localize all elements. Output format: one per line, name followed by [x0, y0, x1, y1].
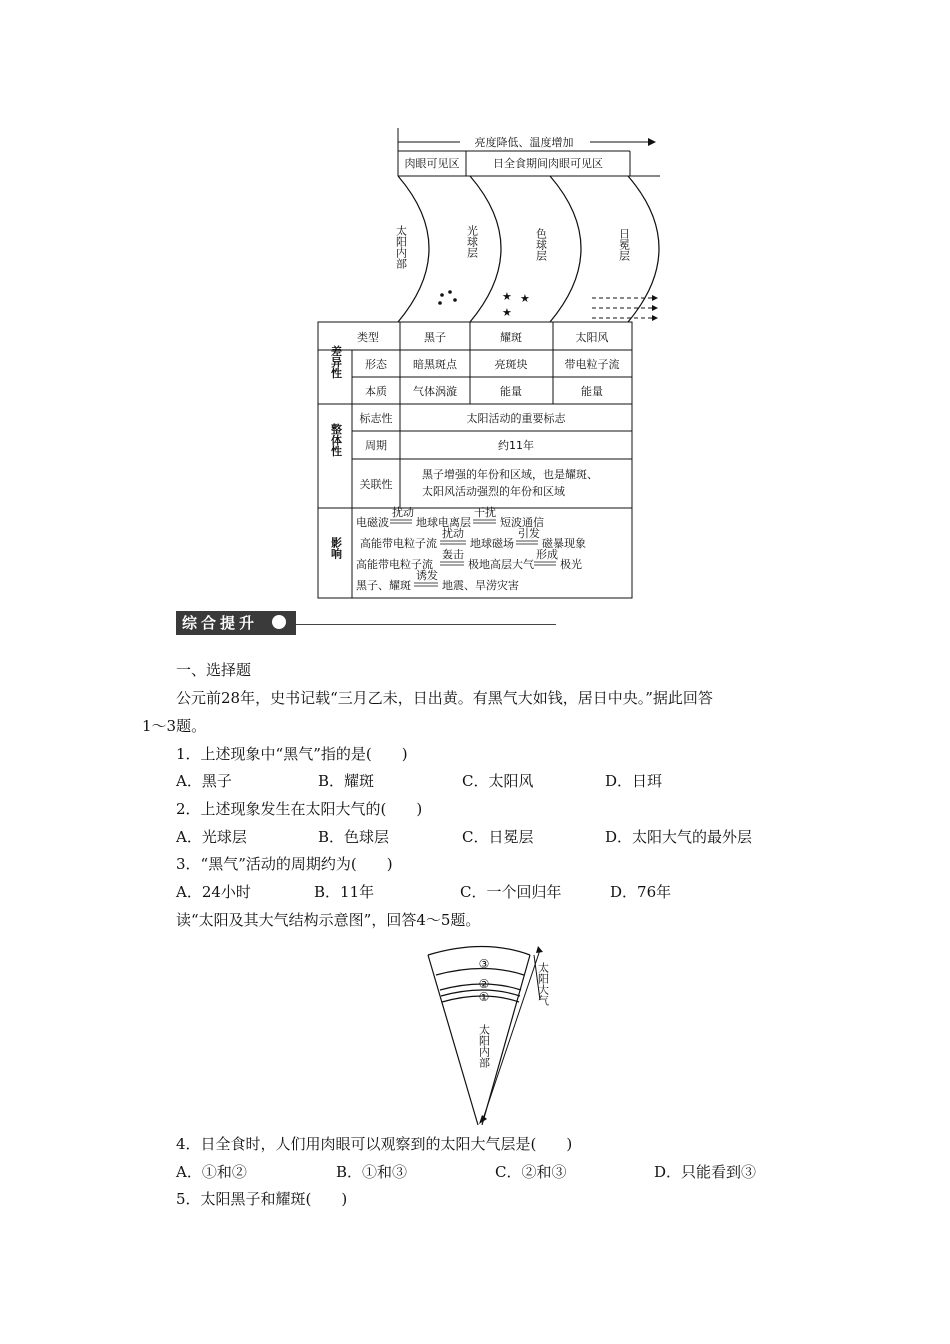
q3-option-a[interactable]: A．24小时	[176, 883, 251, 901]
q4-option-b[interactable]: B．①和③	[336, 1163, 408, 1181]
intro-line-2: 1～3题。	[142, 717, 207, 735]
row-form-flare: 亮斑块	[494, 358, 528, 371]
sun-layer-2: ②	[478, 977, 490, 991]
row-sign-value: 太阳活动的重要标志	[466, 412, 566, 425]
effect-3-verb2: 形成	[536, 548, 558, 561]
group-effect-label: 影响	[329, 537, 343, 559]
layer-label-chromosphere: 色球层	[534, 228, 548, 261]
group-whole-label: 整体性	[329, 423, 343, 457]
sun-atmosphere-label: 太阳大气	[536, 962, 550, 1006]
read-instruction: 读“太阳及其大气结构示意图”，回答4～5题。	[176, 911, 481, 929]
q2-option-b[interactable]: B．色球层	[318, 828, 390, 846]
svg-text:★: ★	[502, 306, 512, 319]
q3-option-c[interactable]: C．一个回归年	[460, 883, 562, 901]
row-period-value: 约11年	[498, 439, 534, 452]
table-header-flare: 耀斑	[500, 331, 522, 344]
row-sign-label: 标志性	[359, 412, 393, 425]
q4-stem: 4．日全食时，人们用肉眼可以观察到的太阳大气层是( )	[176, 1135, 573, 1153]
effect-3-source: 高能带电粒子流	[356, 558, 433, 571]
table-header-solar-wind: 太阳风	[575, 331, 609, 344]
q5-stem: 5．太阳黑子和耀斑( )	[176, 1190, 348, 1208]
part-title: 一、选择题	[176, 661, 252, 679]
row-form-sunspot: 暗黑斑点	[413, 358, 457, 371]
layer-label-interior: 太阳内部	[394, 225, 408, 269]
row-nature-wind: 能量	[581, 385, 603, 398]
effect-2-result: 磁暴现象	[542, 537, 586, 550]
row-nature-flare: 能量	[500, 385, 522, 398]
sun-layer-1: ①	[478, 990, 490, 1004]
row-form-wind: 带电粒子流	[564, 358, 620, 371]
row-nature-label: 本质	[365, 385, 387, 398]
layer-label-photosphere: 光球层	[465, 225, 479, 258]
effect-1-verb2: 干扰	[474, 506, 496, 519]
effect-3-target: 极地高层大气	[468, 558, 534, 571]
row-link-line2: 太阳风活动强烈的年份和区域	[422, 485, 565, 498]
effect-2-target: 地球磁场	[470, 537, 514, 550]
q1-stem: 1．上述现象中“黑气”指的是( )	[176, 745, 408, 763]
q1-option-c[interactable]: C．太阳风	[462, 772, 534, 790]
q1-option-a[interactable]: A．黑子	[176, 772, 232, 790]
q2-stem: 2．上述现象发生在太阳大气的( )	[176, 800, 423, 818]
effect-2-verb2: 引发	[518, 527, 540, 540]
effect-4-verb1: 诱发	[416, 569, 438, 582]
q4-option-c[interactable]: C．②和③	[495, 1163, 567, 1181]
q2-option-d[interactable]: D．太阳大气的最外层	[605, 828, 753, 846]
row-nature-sunspot: 气体涡漩	[413, 385, 457, 398]
effect-1-source: 电磁波	[356, 516, 389, 529]
row-link-label: 关联性	[359, 478, 393, 491]
svg-text:★: ★	[520, 292, 530, 305]
effect-2-verb1: 扰动	[442, 527, 464, 540]
effect-1-verb1: 扰动	[392, 506, 414, 519]
effect-1-target: 地球电离层	[416, 516, 471, 529]
q4-option-a[interactable]: A．①和②	[176, 1163, 247, 1181]
q3-option-b[interactable]: B．11年	[314, 883, 375, 901]
section-title: 综合提升	[182, 614, 259, 632]
q4-option-d[interactable]: D．只能看到③	[654, 1163, 757, 1181]
q2-option-c[interactable]: C．日冕层	[462, 828, 534, 846]
group-diff-label: 差异性	[329, 345, 343, 379]
brightness-arrow-label: 亮度降低、温度增加	[474, 136, 574, 149]
sun-layer-3: ③	[478, 957, 490, 971]
table-header-type: 类型	[357, 331, 379, 344]
effect-3-result: 极光	[560, 558, 582, 571]
effect-4-target: 地震、旱涝灾害	[442, 579, 519, 592]
row-form-label: 形态	[365, 358, 387, 371]
naked-eye-zone-label: 肉眼可见区	[404, 157, 460, 170]
sun-interior-label: 太阳内部	[477, 1024, 491, 1068]
q3-stem: 3．“黑气”活动的周期约为( )	[176, 855, 393, 873]
effect-1-result: 短波通信	[500, 516, 544, 529]
layer-label-corona: 日冕层	[617, 228, 631, 261]
q1-option-d[interactable]: D．日珥	[605, 772, 663, 790]
q3-option-d[interactable]: D．76年	[610, 883, 672, 901]
q2-option-a[interactable]: A．光球层	[176, 828, 247, 846]
q1-option-b[interactable]: B．耀斑	[318, 772, 375, 790]
table-header-sunspot: 黑子	[424, 331, 446, 344]
effect-3-verb1: 轰击	[442, 548, 464, 561]
svg-text:★: ★	[502, 290, 512, 303]
row-period-label: 周期	[365, 439, 387, 452]
effect-4-source: 黑子、耀斑	[356, 579, 411, 592]
effect-2-source: 高能带电粒子流	[360, 537, 437, 550]
eclipse-zone-label: 日全食期间肉眼可见区	[493, 157, 603, 170]
intro-line-1: 公元前28年，史书记载“三月乙未，日出黄。有黑气大如钱，居日中央。”据此回答	[176, 689, 713, 707]
row-link-line1: 黑子增强的年份和区域，也是耀斑、	[422, 468, 598, 481]
